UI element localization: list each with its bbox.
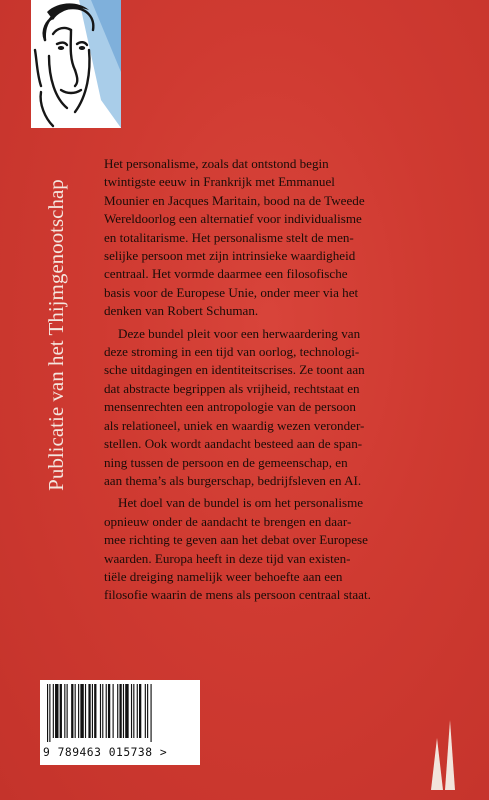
blurb-line: selijke persoon met zijn intrinsieke waardigheid xyxy=(104,248,356,264)
barcode-bar xyxy=(55,684,58,738)
barcode-bar xyxy=(47,684,48,742)
barcode-bar xyxy=(64,684,65,738)
blurb-line: stellen. Ook wordt aandacht besteed aan de span- xyxy=(104,436,363,452)
barcode-bar xyxy=(60,684,62,738)
blurb-line: als relationeel, uniek en waardig wezen veronder- xyxy=(104,417,365,433)
barcode-bar xyxy=(151,684,152,742)
blurb-paragraph-1 xyxy=(104,155,456,321)
barcode-bar xyxy=(78,684,79,738)
blurb-line: aan thema’s als burgerschap, bedrijfsleven en AI. xyxy=(104,472,362,488)
blurb-line: sche uitdagingen en identiteitscrises. Ze toont aan xyxy=(104,362,365,378)
barcode-bar xyxy=(147,684,148,738)
blurb-line: filosofie waarin de mens als persoon centraal staat. xyxy=(104,587,371,603)
isbn-barcode xyxy=(40,680,200,765)
blurb-line: centraal. Het vormde daarmee een filosofische xyxy=(104,266,348,282)
isbn-number: 9 789463 015738 > xyxy=(43,746,168,759)
barcode-bar xyxy=(106,684,107,738)
barcode-bar xyxy=(71,684,73,738)
blurb-line: Het personalisme, zoals dat ontstond begin xyxy=(104,156,329,171)
barcode-bar xyxy=(113,684,114,738)
blurb-line: en totalitarisme. Het personalisme stelt de men- xyxy=(104,229,354,245)
barcode-bar xyxy=(117,684,118,738)
barcode-bars xyxy=(47,684,193,742)
barcode-bar xyxy=(123,684,124,738)
blurb-line: mee richting te geven aan het debat over Europese xyxy=(104,532,368,548)
blurb-line: denken van Robert Schuman. xyxy=(104,303,259,319)
blurb-line: Het doel van de bundel is om het personalisme xyxy=(118,495,364,511)
blurb-line: waarden. Europa heeft in deze tijd van existen- xyxy=(104,550,351,566)
barcode-bar xyxy=(67,684,68,738)
barcode-bar xyxy=(88,684,90,738)
blurb-line: twintigste eeuw in Frankrijk met Emmanuel xyxy=(104,174,335,190)
barcode-bar xyxy=(80,684,83,738)
barcode-bar xyxy=(49,684,50,742)
barcode-bar xyxy=(85,684,86,738)
barcode-bar xyxy=(92,684,93,738)
barcode-bar xyxy=(75,684,76,738)
back-cover-blurb xyxy=(104,155,456,605)
barcode-bar xyxy=(100,684,101,738)
barcode-bar xyxy=(137,684,138,738)
barcode-bar xyxy=(125,684,128,738)
blurb-paragraph-3 xyxy=(104,494,456,604)
barcode-bar xyxy=(131,684,132,738)
blurb-line: mensenrechten een antropologie van de persoon xyxy=(104,399,356,415)
blurb-line: basis voor de Europese Unie, onder meer via het xyxy=(104,284,359,300)
blurb-line: Mounier en Jacques Maritain, bood na de Tweede xyxy=(104,192,365,208)
barcode-bar xyxy=(145,684,146,738)
series-label: Publicatie van het Thijmgenootschap xyxy=(44,179,68,491)
barcode-bar xyxy=(53,684,54,738)
portrait-sketch-icon xyxy=(31,0,121,128)
barcode-bar xyxy=(94,684,96,738)
blurb-line: opnieuw onder de aandacht te brengen en daar- xyxy=(104,513,352,529)
barcode-bar xyxy=(133,684,134,738)
blurb-line: tiële dreiging namelijk weer behoefte aan een xyxy=(104,568,343,584)
barcode-bar xyxy=(119,684,121,738)
portrait-logo xyxy=(31,0,121,128)
barcode-bar xyxy=(108,684,110,738)
blurb-line: ning tussen de persoon en de gemeenschap, en xyxy=(104,454,348,470)
barcode-bar xyxy=(102,684,103,738)
blurb-line: dat abstracte begrippen als vrijheid, rechtstaat en xyxy=(104,380,360,396)
barcode-bar xyxy=(139,684,141,738)
blurb-line: Deze bundel pleit voor een herwaardering van xyxy=(118,325,361,341)
publisher-logo xyxy=(423,712,461,792)
blurb-line: deze stroming in een tijd van oorlog, technologi- xyxy=(104,344,360,360)
publisher-logo-icon xyxy=(423,712,461,792)
series-label-vertical xyxy=(42,158,70,512)
blurb-paragraph-2 xyxy=(104,325,456,491)
blurb-line: Wereldoorlog een alternatief voor individualisme xyxy=(104,211,362,227)
